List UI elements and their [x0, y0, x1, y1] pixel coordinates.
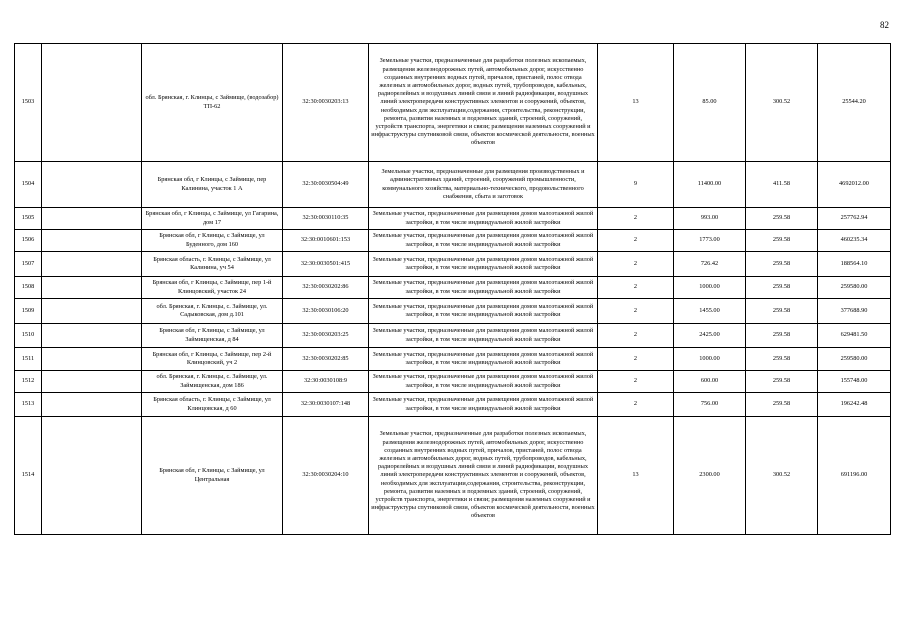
land-use-cell: Земельные участки, предназначенные для размещения домов малоэтажной жилой застройки, в том числе индивидуальной жилой застройки — [369, 371, 598, 393]
cadastral-number-cell: 32:30:0030107:148 — [283, 393, 369, 417]
group-code-cell: 2 — [598, 277, 674, 299]
cadastral-value-cell: 257762.94 — [818, 208, 891, 230]
specific-value-cell: 411.58 — [746, 162, 818, 208]
area-cell: 1455.00 — [674, 299, 746, 324]
specific-value-cell: 259.58 — [746, 348, 818, 371]
cadastral-number-cell: 32:30:0030203:13 — [283, 44, 369, 162]
area-cell: 2300.00 — [674, 417, 746, 535]
cadastral-number-cell: 32:30:0030108:9 — [283, 371, 369, 393]
row-number: 1511 — [15, 348, 42, 371]
cadastral-number-cell: 32:30:0010601:153 — [283, 230, 369, 252]
land-use-cell: Земельные участки, предназначенные для размещения домов малоэтажной жилой застройки, в том числе индивидуальной жилой застройки — [369, 208, 598, 230]
area-cell: 11400.00 — [674, 162, 746, 208]
specific-value-cell: 300.52 — [746, 417, 818, 535]
cadastral-value-cell: 196242.48 — [818, 393, 891, 417]
specific-value-cell: 300.52 — [746, 44, 818, 162]
spacer-cell — [42, 324, 142, 348]
cadastral-value-cell: 691196.00 — [818, 417, 891, 535]
area-cell: 2425.00 — [674, 324, 746, 348]
address-cell: обл. Брянская, г. Клинцы, с. Займище, ул. Займищенская, дом 186 — [142, 371, 283, 393]
land-use-cell: Земельные участки, предназначенные для размещения производственных и административных зданий, строений, сооружений промышленности, коммунального хозяйства, материально-технического, продовольственного снабжения, сбыта и заготовок — [369, 162, 598, 208]
row-number: 1504 — [15, 162, 42, 208]
group-code-cell: 2 — [598, 393, 674, 417]
table-row — [15, 44, 891, 162]
area-cell: 600.00 — [674, 371, 746, 393]
specific-value-cell: 259.58 — [746, 277, 818, 299]
table-row — [15, 371, 891, 393]
row-number: 1512 — [15, 371, 42, 393]
cadastral-value-cell: 25544.20 — [818, 44, 891, 162]
specific-value-cell: 259.58 — [746, 299, 818, 324]
spacer-cell — [42, 299, 142, 324]
page-number: 82 — [880, 20, 889, 30]
area-cell: 993.00 — [674, 208, 746, 230]
cadastral-value-cell: 460235.34 — [818, 230, 891, 252]
specific-value-cell: 259.58 — [746, 393, 818, 417]
land-use-cell: Земельные участки, предназначенные для размещения домов малоэтажной жилой застройки, в том числе индивидуальной жилой застройки — [369, 348, 598, 371]
table-row — [15, 277, 891, 299]
land-use-cell: Земельные участки, предназначенные для размещения домов малоэтажной жилой застройки, в том числе индивидуальной жилой застройки — [369, 277, 598, 299]
row-number: 1513 — [15, 393, 42, 417]
table-row — [15, 417, 891, 535]
table-row — [15, 299, 891, 324]
spacer-cell — [42, 348, 142, 371]
group-code-cell: 9 — [598, 162, 674, 208]
row-number: 1505 — [15, 208, 42, 230]
address-cell: Брянская обл, г Клинцы, с Займище, ул Гагарина, дом 17 — [142, 208, 283, 230]
cadastral-number-cell: 32:30:0030501:415 — [283, 252, 369, 277]
cadastral-value-cell: 629481.50 — [818, 324, 891, 348]
row-number: 1508 — [15, 277, 42, 299]
cadastral-number-cell: 32:30:0030204:10 — [283, 417, 369, 535]
cadastral-value-cell: 155748.00 — [818, 371, 891, 393]
address-cell: обл. Брянская, г. Клинцы, с. Займище, ул. Садыковская, дом д.101 — [142, 299, 283, 324]
area-cell: 85.00 — [674, 44, 746, 162]
land-use-cell: Земельные участки, предназначенные для размещения домов малоэтажной жилой застройки, в том числе индивидуальной жилой застройки — [369, 252, 598, 277]
cadastral-value-cell: 188564.10 — [818, 252, 891, 277]
table-body — [15, 44, 891, 535]
land-use-cell: Земельные участки, предназначенные для размещения домов малоэтажной жилой застройки, в том числе индивидуальной жилой застройки — [369, 393, 598, 417]
land-use-cell: Земельные участки, предназначенные для разработки полезных ископаемых, размещения железнодорожных путей, автомобильных дорог, искусственно созданных внутренних водных путей, причалов, пристаней, полос отвода железных и автомобильных дорог, водных путей, трубопроводов, кабельных, радиорелейных и воздушных линий связи и линий радиофикации, воздушных линий электропередачи конструктивных элементов и сооружений, объектов, необходимых для эксплуатации,содержания, строительства, реконструкции, ремонта, развития наземных и подземных зданий, строений, сооружений, устройств транспорта, энергетики и связи; размещения наземных сооружений и инфраструктуры спутниковой связи, объектов космической деятельности, военных объектов — [369, 417, 598, 535]
spacer-cell — [42, 393, 142, 417]
group-code-cell: 13 — [598, 44, 674, 162]
row-number: 1510 — [15, 324, 42, 348]
group-code-cell: 2 — [598, 348, 674, 371]
area-cell: 1000.00 — [674, 277, 746, 299]
table-row — [15, 348, 891, 371]
row-number: 1506 — [15, 230, 42, 252]
address-cell: Брянская обл, г Клинцы, с Займище, пер 2-й Клинцовский, уч 2 — [142, 348, 283, 371]
group-code-cell: 2 — [598, 324, 674, 348]
spacer-cell — [42, 417, 142, 535]
cadastral-number-cell: 32:30:0030202:85 — [283, 348, 369, 371]
specific-value-cell: 259.58 — [746, 371, 818, 393]
area-cell: 1000.00 — [674, 348, 746, 371]
address-cell: Брянская обл, г Клинцы, с Займище, пер 1-й Клинцовский, участок 24 — [142, 277, 283, 299]
table-row — [15, 252, 891, 277]
address-cell: Брянская обл, г Клинцы, с Займище, ул Буденного, дом 160 — [142, 230, 283, 252]
address-cell: Брянская обл, г Клинцы, с Займище, ул Центральная — [142, 417, 283, 535]
specific-value-cell: 259.58 — [746, 252, 818, 277]
row-number: 1503 — [15, 44, 42, 162]
cadastral-value-cell: 259580.00 — [818, 348, 891, 371]
spacer-cell — [42, 371, 142, 393]
group-code-cell: 2 — [598, 230, 674, 252]
table-row — [15, 208, 891, 230]
spacer-cell — [42, 162, 142, 208]
spacer-cell — [42, 277, 142, 299]
table-row — [15, 393, 891, 417]
table-row — [15, 230, 891, 252]
spacer-cell — [42, 252, 142, 277]
land-use-cell: Земельные участки, предназначенные для размещения домов малоэтажной жилой застройки, в том числе индивидуальной жилой застройки — [369, 324, 598, 348]
address-cell: обл. Брянская, г. Клинцы, с Займище, (водозабор) ТП-62 — [142, 44, 283, 162]
row-number: 1514 — [15, 417, 42, 535]
land-use-cell: Земельные участки, предназначенные для размещения домов малоэтажной жилой застройки, в том числе индивидуальной жилой застройки — [369, 299, 598, 324]
cadastral-value-cell: 377688.90 — [818, 299, 891, 324]
row-number: 1509 — [15, 299, 42, 324]
cadastral-number-cell: 32:30:0030203:25 — [283, 324, 369, 348]
group-code-cell: 2 — [598, 371, 674, 393]
specific-value-cell: 259.58 — [746, 324, 818, 348]
cadastral-value-cell: 259580.00 — [818, 277, 891, 299]
land-use-cell: Земельные участки, предназначенные для разработки полезных ископаемых, размещения железнодорожных путей, автомобильных дорог, искусственно созданных внутренних водных путей, причалов, пристаней, полос отвода железных и автомобильных дорог, водных путей, трубопроводов, кабельных, радиорелейных и воздушных линий связи и линий радиофикации, воздушных линий электропередачи конструктивных элементов и сооружений, объектов, необходимых для эксплуатации,содержания, строительства, реконструкции, ремонта, развития наземных и подземных зданий, строений, сооружений, устройств транспорта, энергетики и связи; размещения наземных сооружений и инфраструктуры спутниковой связи, объектов космической деятельности, военных объектов — [369, 44, 598, 162]
spacer-cell — [42, 208, 142, 230]
area-cell: 1773.00 — [674, 230, 746, 252]
address-cell: Брянская обл, г Клинцы, с Займище, пер Калинина, участок 1 А — [142, 162, 283, 208]
cadastral-number-cell: 32:30:0030504:49 — [283, 162, 369, 208]
address-cell: Брянская обл, г Клинцы, с Займище, ул Займищенская, д 84 — [142, 324, 283, 348]
group-code-cell: 13 — [598, 417, 674, 535]
area-cell: 756.00 — [674, 393, 746, 417]
group-code-cell: 2 — [598, 208, 674, 230]
cadastral-value-cell: 4692012.00 — [818, 162, 891, 208]
cadastral-number-cell: 32:30:0030106:20 — [283, 299, 369, 324]
cadastral-number-cell: 32:30:0030202:86 — [283, 277, 369, 299]
address-cell: Брянская область, г. Клинцы, с Займище, ул Калинина, уч 54 — [142, 252, 283, 277]
table-row — [15, 162, 891, 208]
area-cell: 726.42 — [674, 252, 746, 277]
cadastral-value-table — [14, 43, 891, 535]
table-row — [15, 324, 891, 348]
specific-value-cell: 259.58 — [746, 208, 818, 230]
specific-value-cell: 259.58 — [746, 230, 818, 252]
spacer-cell — [42, 230, 142, 252]
address-cell: Брянская область, г. Клинцы, с Займище, ул Клинцовская, д 60 — [142, 393, 283, 417]
row-number: 1507 — [15, 252, 42, 277]
group-code-cell: 2 — [598, 299, 674, 324]
cadastral-number-cell: 32:30:0030110:35 — [283, 208, 369, 230]
spacer-cell — [42, 44, 142, 162]
land-use-cell: Земельные участки, предназначенные для размещения домов малоэтажной жилой застройки, в том числе индивидуальной жилой застройки — [369, 230, 598, 252]
group-code-cell: 2 — [598, 252, 674, 277]
